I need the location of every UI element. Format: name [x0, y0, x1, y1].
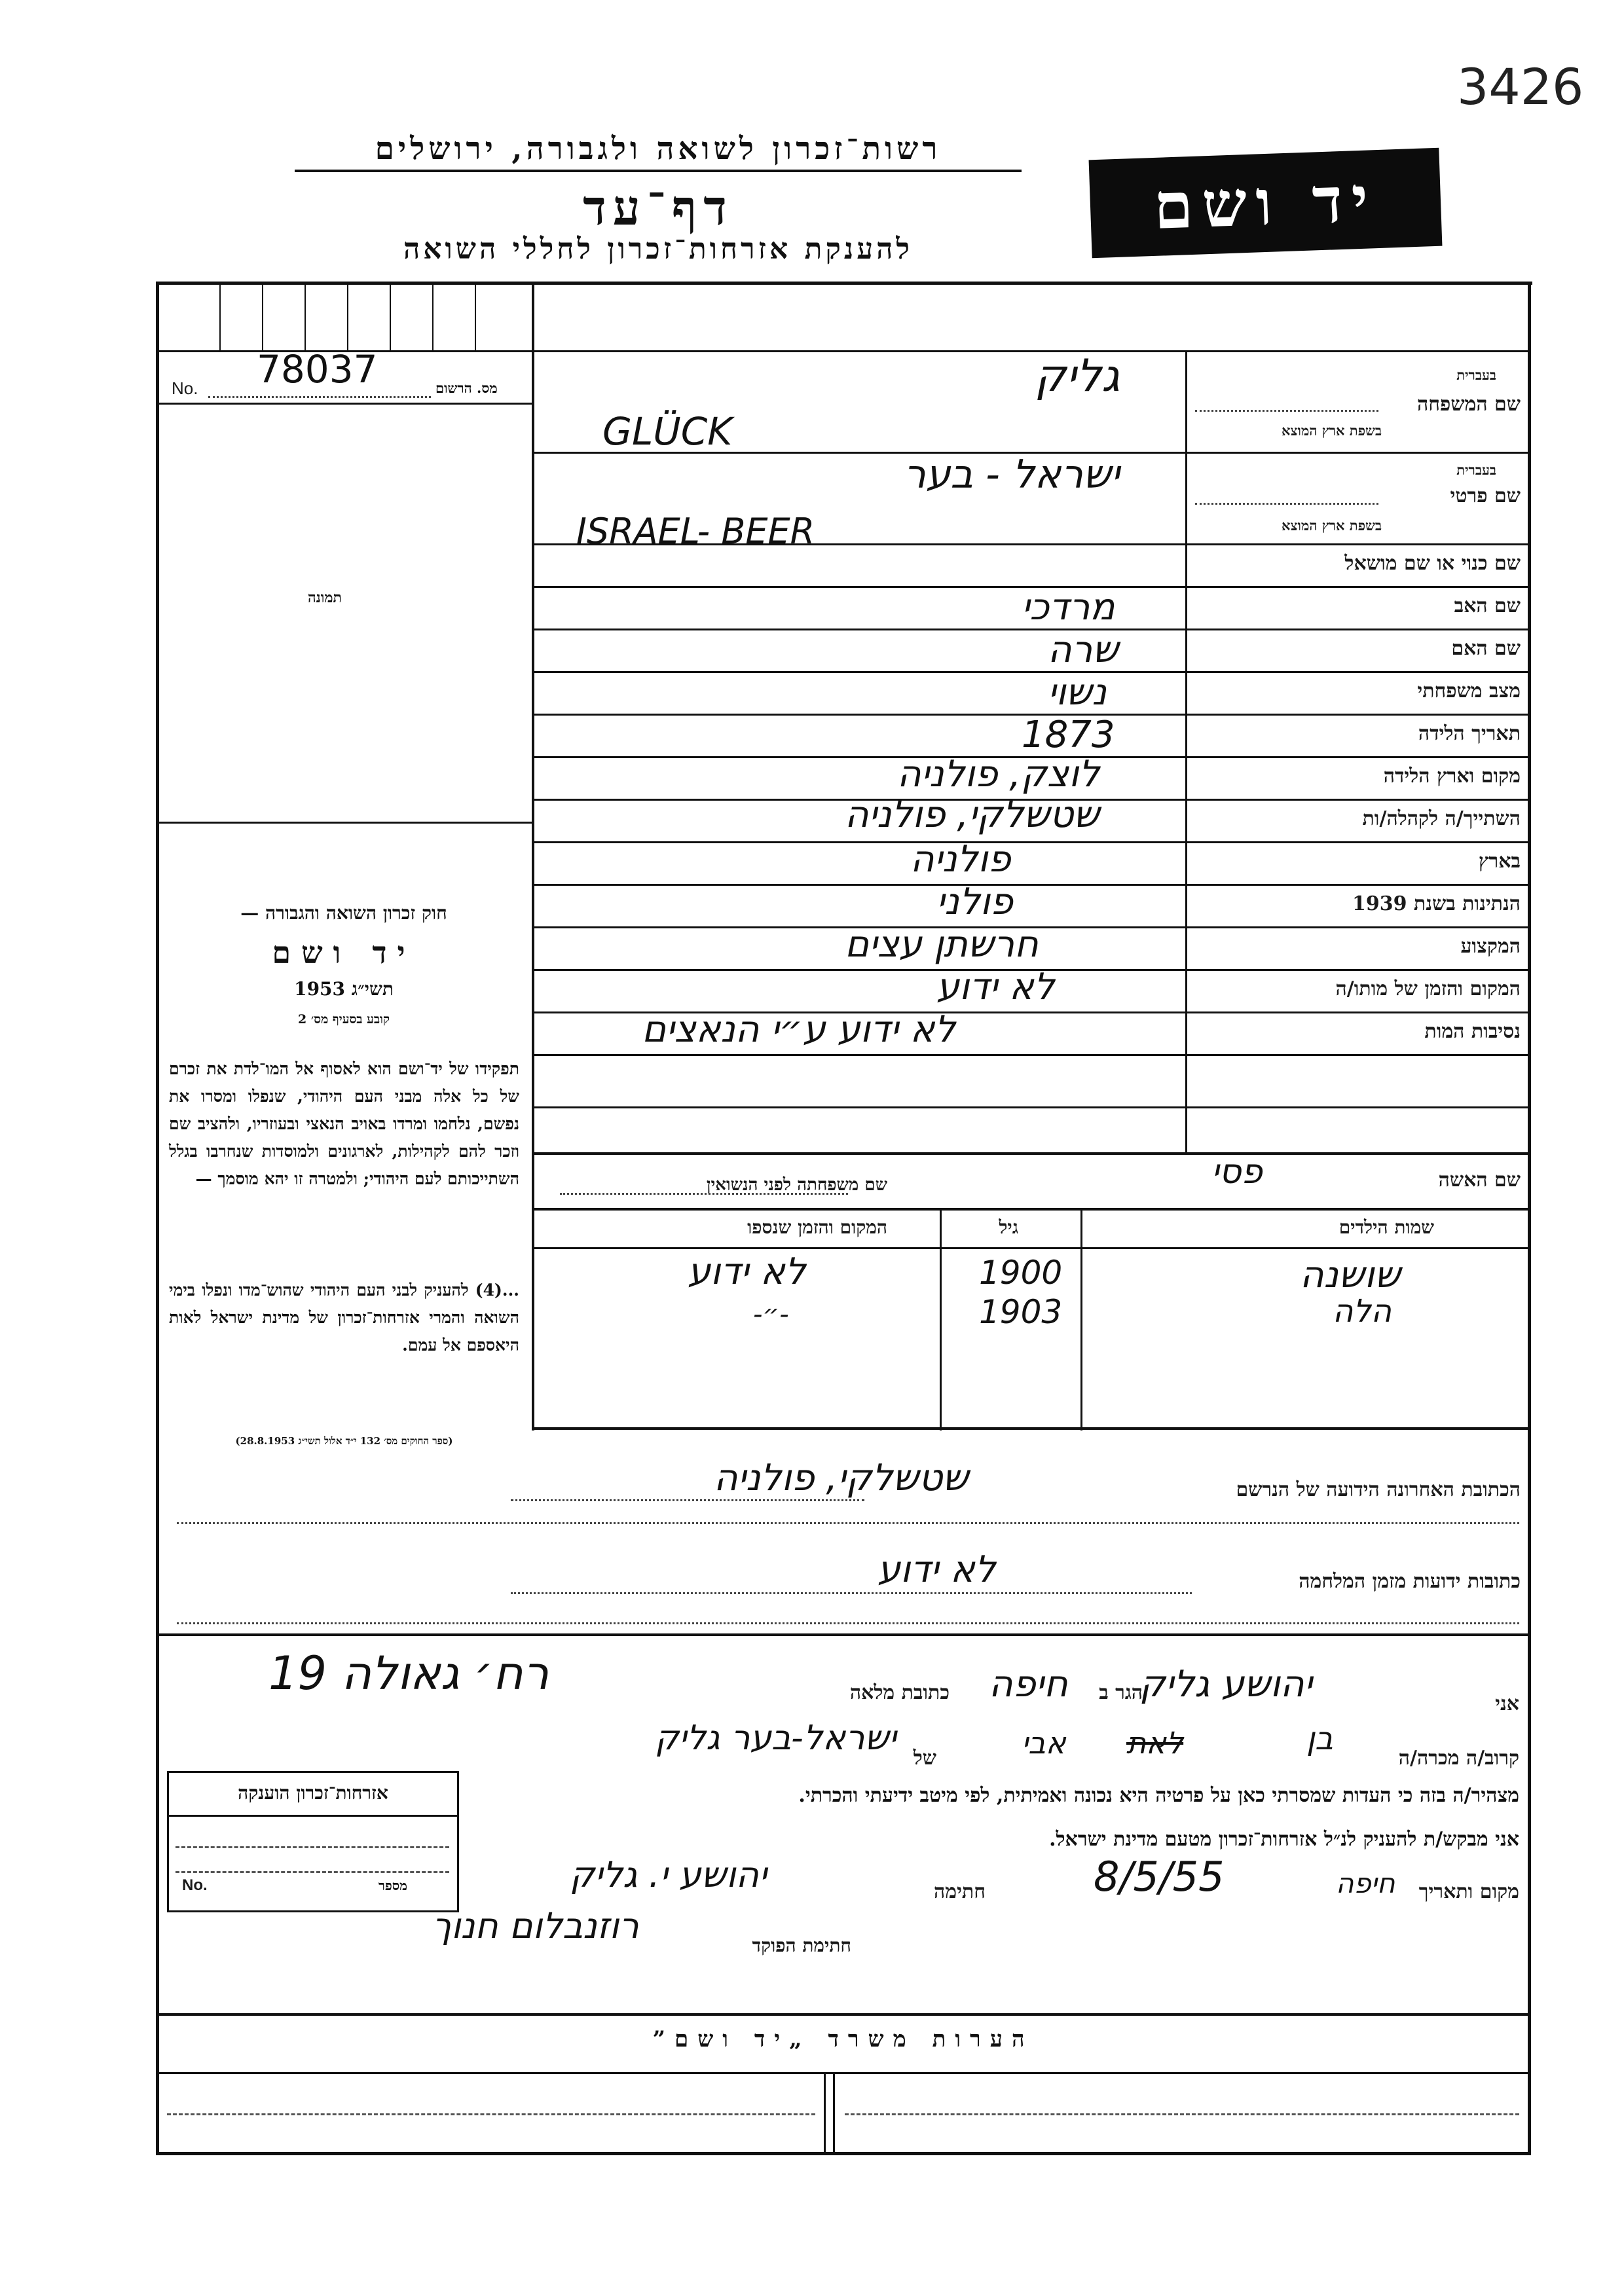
law-name: יד ושם	[272, 935, 416, 970]
declarant-declaration: מצהיר/ה בזה כי העדות שמסרתי כאן על פרטיה היא נכונה ואמיתית, לפי מיטב ידיעתי והכרתי.	[798, 1784, 1519, 1807]
citizenship-value: פולני	[936, 881, 1014, 923]
first-name-he-sub: בעברית	[1456, 462, 1496, 478]
children-header-age: גיל	[999, 1216, 1018, 1238]
family-name-orig-value: GLÜCK	[602, 409, 733, 454]
war-address-label: כתובות ידועות מזמן המלחמה	[1299, 1570, 1521, 1593]
registration-he-label: מס. הרשום	[435, 380, 498, 396]
first-name-label: שם פרטי	[1450, 484, 1521, 507]
declarant-request: אני מבקש/ת להעניק לנ״ל אזרחות־זכרון מטעם מדינת ישראל.	[1049, 1828, 1519, 1851]
first-name-he-value: ישראל - בער	[904, 452, 1120, 498]
death-cause-label: נסיבות המות	[1424, 1020, 1521, 1043]
yad-vashem-logo	[1089, 148, 1443, 259]
declarant-relative-label: קרוב/ה מכרה/ה	[1398, 1747, 1519, 1770]
declarant-of-label: של	[913, 1747, 936, 1770]
profession-value: חרשתן עצים	[845, 923, 1039, 966]
child-name: הלה	[1333, 1293, 1392, 1330]
declarant-i-label: אני	[1495, 1692, 1519, 1715]
profession-label: המקצוע	[1460, 935, 1521, 958]
children-header-place: המקום והזמן שנספו	[747, 1216, 887, 1238]
country-label: בארץ	[1478, 850, 1521, 873]
date-value: 8/5/55	[1094, 1853, 1225, 1901]
death-place-label: המקום והזמן של מותו/ה	[1335, 977, 1521, 1000]
wife-value: פסי	[1211, 1152, 1263, 1192]
registration-no-label: No.	[172, 378, 198, 398]
war-address-value: לא ידוע	[877, 1548, 996, 1591]
death-place-value: לא ידוע	[936, 966, 1055, 1008]
family-name-label: שם המשפחה	[1416, 393, 1521, 416]
child-place: -״-	[753, 1300, 789, 1330]
child-age: 1903	[979, 1293, 1063, 1331]
law-body-2: ...(4) להעניק לבני העם היהודי שהוש־מדו ונפלו בימי השואה והמרי אזרחות־זכרון של מדינת ישראל לאות היאספם אל עמם.	[169, 1281, 519, 1355]
birth-place-label: מקום וארץ הלידה	[1383, 765, 1521, 788]
death-cause-value: לא ידוע ע״י הנאצים	[642, 1008, 956, 1051]
birth-date-label: תאריך הלידה	[1418, 722, 1521, 745]
registration-number: 78037	[257, 347, 378, 392]
first-name-orig-sub: בשפת ארץ המוצא	[1282, 517, 1382, 534]
signature-value: יהושע י. גליק	[570, 1854, 767, 1895]
law-year: תשי״ג 1953	[294, 978, 394, 1000]
last-address-label: הכתובת האחרונה הידועה של הנרשם	[1236, 1478, 1521, 1501]
place-value: חיפה	[1336, 1867, 1395, 1899]
birth-place-value: לוצק, פולניה	[897, 753, 1100, 795]
child-age: 1900	[979, 1254, 1063, 1292]
child-place: לא ידוע	[688, 1250, 806, 1293]
signature-label: חתימה	[934, 1880, 986, 1903]
declarant-full-address-value: רח׳ גאולה 19	[268, 1647, 549, 1700]
place-date-label: מקום ותאריך	[1418, 1880, 1519, 1903]
declarant-name-value: יהושע גליק	[1139, 1663, 1313, 1705]
birth-date-value: 1873	[1022, 714, 1115, 756]
officer-label: חתימת הפוקד	[752, 1935, 851, 1956]
law-body-1: תפקידו של יד־ושם הוא לאסוף אל המו־לדת את זכרם של כל אלה מבני העם היהודי, שנפלו ומסרו את נפשם, נלחמו ומרדו באויב הנאצי ובעוזריו, ולהציב שם וזכר להם לקהילות, לארגונים ולמוסדות שנחרבו בגלל השתייכותם לעם היהודי; ולמטרה זו יהא מוסמך —	[169, 1059, 519, 1188]
country-value: פולניה	[910, 838, 1011, 881]
officer-signature-value: רוזנבלום חנוך	[432, 1905, 639, 1946]
mother-value: שרה	[1048, 629, 1118, 671]
children-header-names: שמות הילדים	[1338, 1216, 1434, 1238]
community-value: שטשלקי, פולניה	[845, 793, 1099, 836]
last-address-value: שטשלקי, פולניה	[714, 1457, 969, 1499]
family-name-he-value: גליק	[1035, 350, 1120, 402]
marital-value: נשוי	[1048, 671, 1107, 714]
child-name: שושנה	[1300, 1254, 1401, 1296]
declarant-relative-value: בן	[1306, 1721, 1333, 1757]
photo-label: תמונה	[308, 589, 342, 606]
citizenship-label: הנתינות בשנת 1939	[1352, 892, 1521, 915]
first-name-orig-value: ISRAEL- BEER	[576, 511, 815, 552]
mother-label: שם האם	[1451, 637, 1521, 660]
community-label: השתייך/ה לקהלה/ות	[1362, 807, 1521, 830]
citizenship-box-he-no-label: מספר	[378, 1878, 407, 1893]
notes-title: הערות משרד „יד ושם”	[652, 2026, 1034, 2052]
declarant-crossed-value: לאת	[1126, 1725, 1184, 1760]
declarant-relation2-value: אבי	[1022, 1725, 1066, 1760]
family-name-he-sub: בעברית	[1456, 367, 1496, 383]
family-name-orig-sub: בשפת ארץ המוצא	[1282, 422, 1382, 439]
father-value: מרדכי	[1022, 586, 1115, 629]
citizenship-box	[167, 1771, 459, 1912]
wife-label: שם האשה	[1438, 1169, 1521, 1192]
declarant-city-value: חיפה	[989, 1663, 1068, 1705]
authority-title: רשות־זכרון לשואה ולגבורה, ירושלים	[295, 131, 1022, 172]
wife-maiden-label: שם משפחתה לפני הנשואין	[706, 1175, 887, 1195]
archive-number: 3426	[1457, 58, 1584, 116]
father-label: שם האב	[1454, 594, 1521, 617]
law-clause: קובע בסעיף מס׳ 2	[297, 1012, 390, 1027]
marital-label: מצב משפחתי	[1417, 680, 1521, 702]
nickname-label: שם כנוי או שם מושאל	[1344, 552, 1521, 575]
citizenship-box-title: אזרחות־זכרון הוענקה	[169, 1773, 457, 1817]
logo-text: יד ושם	[1153, 162, 1378, 244]
declarant-resides-label: הגר ב	[1099, 1681, 1143, 1704]
law-citation: (ספר החוקים מס׳ 132 י״ד אלול תשי״ג 28.8.1953)	[235, 1435, 453, 1447]
declarant-full-address-label: כתובת מלאה	[849, 1681, 950, 1704]
form-title: דף־עד	[583, 180, 733, 236]
form-subtitle: להענקת אזרחות־זכרון לחללי השואה	[403, 232, 913, 266]
declarant-relative-of-value: ישראל-בער גליק	[655, 1719, 896, 1758]
citizenship-box-no-label: No.	[182, 1876, 208, 1894]
law-title: חוק זכרון השואה והגבורה —	[240, 902, 447, 924]
